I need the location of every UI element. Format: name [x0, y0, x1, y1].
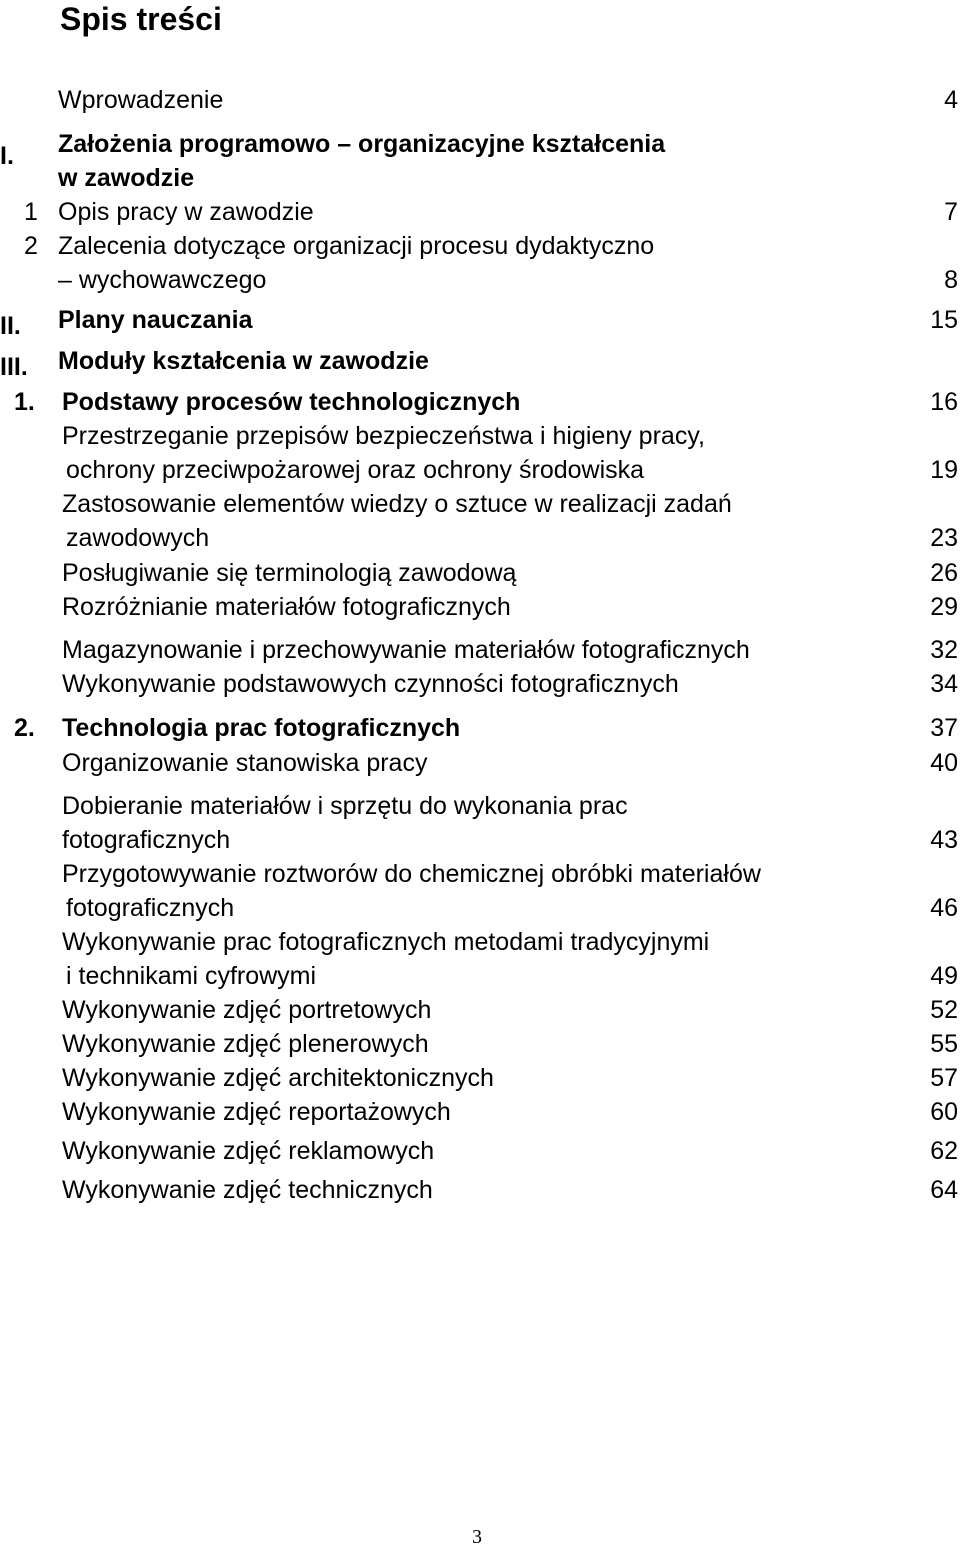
toc-entry-text: ochrony przeciwpożarowej oraz ochrony środowiska	[66, 456, 645, 484]
toc-entry-page: 16	[930, 388, 958, 416]
toc-entry-text: Wprowadzenie	[58, 86, 224, 114]
toc-entry-number: II.	[0, 312, 21, 340]
toc-entry-text: Założenia programowo – organizacyjne kształcenia	[58, 130, 666, 158]
toc-entry-number: 1	[24, 198, 38, 226]
toc-entry-text: Plany nauczania	[58, 306, 253, 334]
toc-entry-page: 60	[930, 1098, 958, 1126]
toc-entry-text: Moduły kształcenia w zawodzie	[58, 347, 429, 375]
toc-entry-text: Wykonywanie zdjęć plenerowych	[62, 1030, 429, 1058]
toc-entry-text: Podstawy procesów technologicznych	[62, 388, 521, 416]
toc-entry-text: Wykonywanie zdjęć portretowych	[62, 996, 432, 1024]
toc-entry-number: 1.	[14, 388, 35, 416]
toc-entry-text: w zawodzie	[58, 164, 195, 192]
toc-entry-page: 4	[944, 86, 958, 114]
page-title: Spis treści	[60, 1, 222, 37]
toc-entry-text: Zastosowanie elementów wiedzy o sztuce w realizacji zadań	[62, 490, 732, 518]
toc-entry-text: zawodowych	[66, 524, 210, 552]
toc-entry-page: 57	[930, 1064, 958, 1092]
toc-entry-text: Rozróżnianie materiałów fotograficznych	[62, 593, 511, 621]
toc-entry-page: 49	[930, 962, 958, 990]
toc-entry-text: Wykonywanie zdjęć architektonicznych	[62, 1064, 494, 1092]
toc-entry-text: i technikami cyfrowymi	[66, 962, 317, 990]
toc-entry-page: 34	[930, 670, 958, 698]
toc-entry-page: 19	[930, 456, 958, 484]
page-number: 3	[472, 1526, 482, 1548]
toc-entry-page: 40	[930, 749, 958, 777]
toc-entry-text: Dobieranie materiałów i sprzętu do wykonania prac	[62, 792, 628, 820]
toc-entry-text: Zalecenia dotyczące organizacji procesu dydaktyczno	[58, 232, 655, 260]
toc-entry-text: Wykonywanie podstawowych czynności fotograficznych	[62, 670, 679, 698]
toc-entry-page: 26	[930, 559, 958, 587]
toc-entry-number: 2	[24, 232, 38, 260]
toc-entry-page: 37	[930, 714, 958, 742]
toc-entry-text: Opis pracy w zawodzie	[58, 198, 314, 226]
toc-entry-text: Wykonywanie zdjęć reklamowych	[62, 1137, 435, 1165]
toc-entry-page: 15	[930, 306, 958, 334]
toc-entry-text: fotograficznych	[62, 826, 231, 854]
toc-entry-page: 8	[944, 266, 958, 294]
toc-entry-page: 64	[930, 1176, 958, 1204]
toc-entry-page: 23	[930, 524, 958, 552]
toc-entry-text: Wykonywanie zdjęć technicznych	[62, 1176, 433, 1204]
toc-entry-page: 7	[944, 198, 958, 226]
toc-entry-page: 62	[930, 1137, 958, 1165]
toc-entry-page: 46	[930, 894, 958, 922]
toc-entry-text: fotograficznych	[66, 894, 235, 922]
toc-entry-number: 2.	[14, 714, 35, 742]
toc-entry-number: III.	[0, 353, 28, 381]
toc-entry-text: Magazynowanie i przechowywanie materiałów fotograficznych	[62, 636, 750, 664]
toc-entry-text: Przygotowywanie roztworów do chemicznej obróbki materiałów	[62, 860, 761, 888]
toc-entry-text: Wykonywanie zdjęć reportażowych	[62, 1098, 451, 1126]
toc-entry-page: 55	[930, 1030, 958, 1058]
toc-entry-page: 43	[930, 826, 958, 854]
toc-entry-text: Posługiwanie się terminologią zawodową	[62, 559, 517, 587]
toc-entry-text: Technologia prac fotograficznych	[62, 714, 461, 742]
toc-entry-number: I.	[0, 142, 14, 170]
toc-entry-text: Przestrzeganie przepisów bezpieczeństwa i higieny pracy,	[62, 422, 705, 450]
toc-entry-page: 52	[930, 996, 958, 1024]
toc-entry-text: Wykonywanie prac fotograficznych metodami tradycyjnymi	[62, 928, 710, 956]
toc-entry-page: 32	[930, 636, 958, 664]
toc-entry-text: – wychowawczego	[58, 266, 267, 294]
toc-entry-page: 29	[930, 593, 958, 621]
toc-entry-text: Organizowanie stanowiska pracy	[62, 749, 428, 777]
